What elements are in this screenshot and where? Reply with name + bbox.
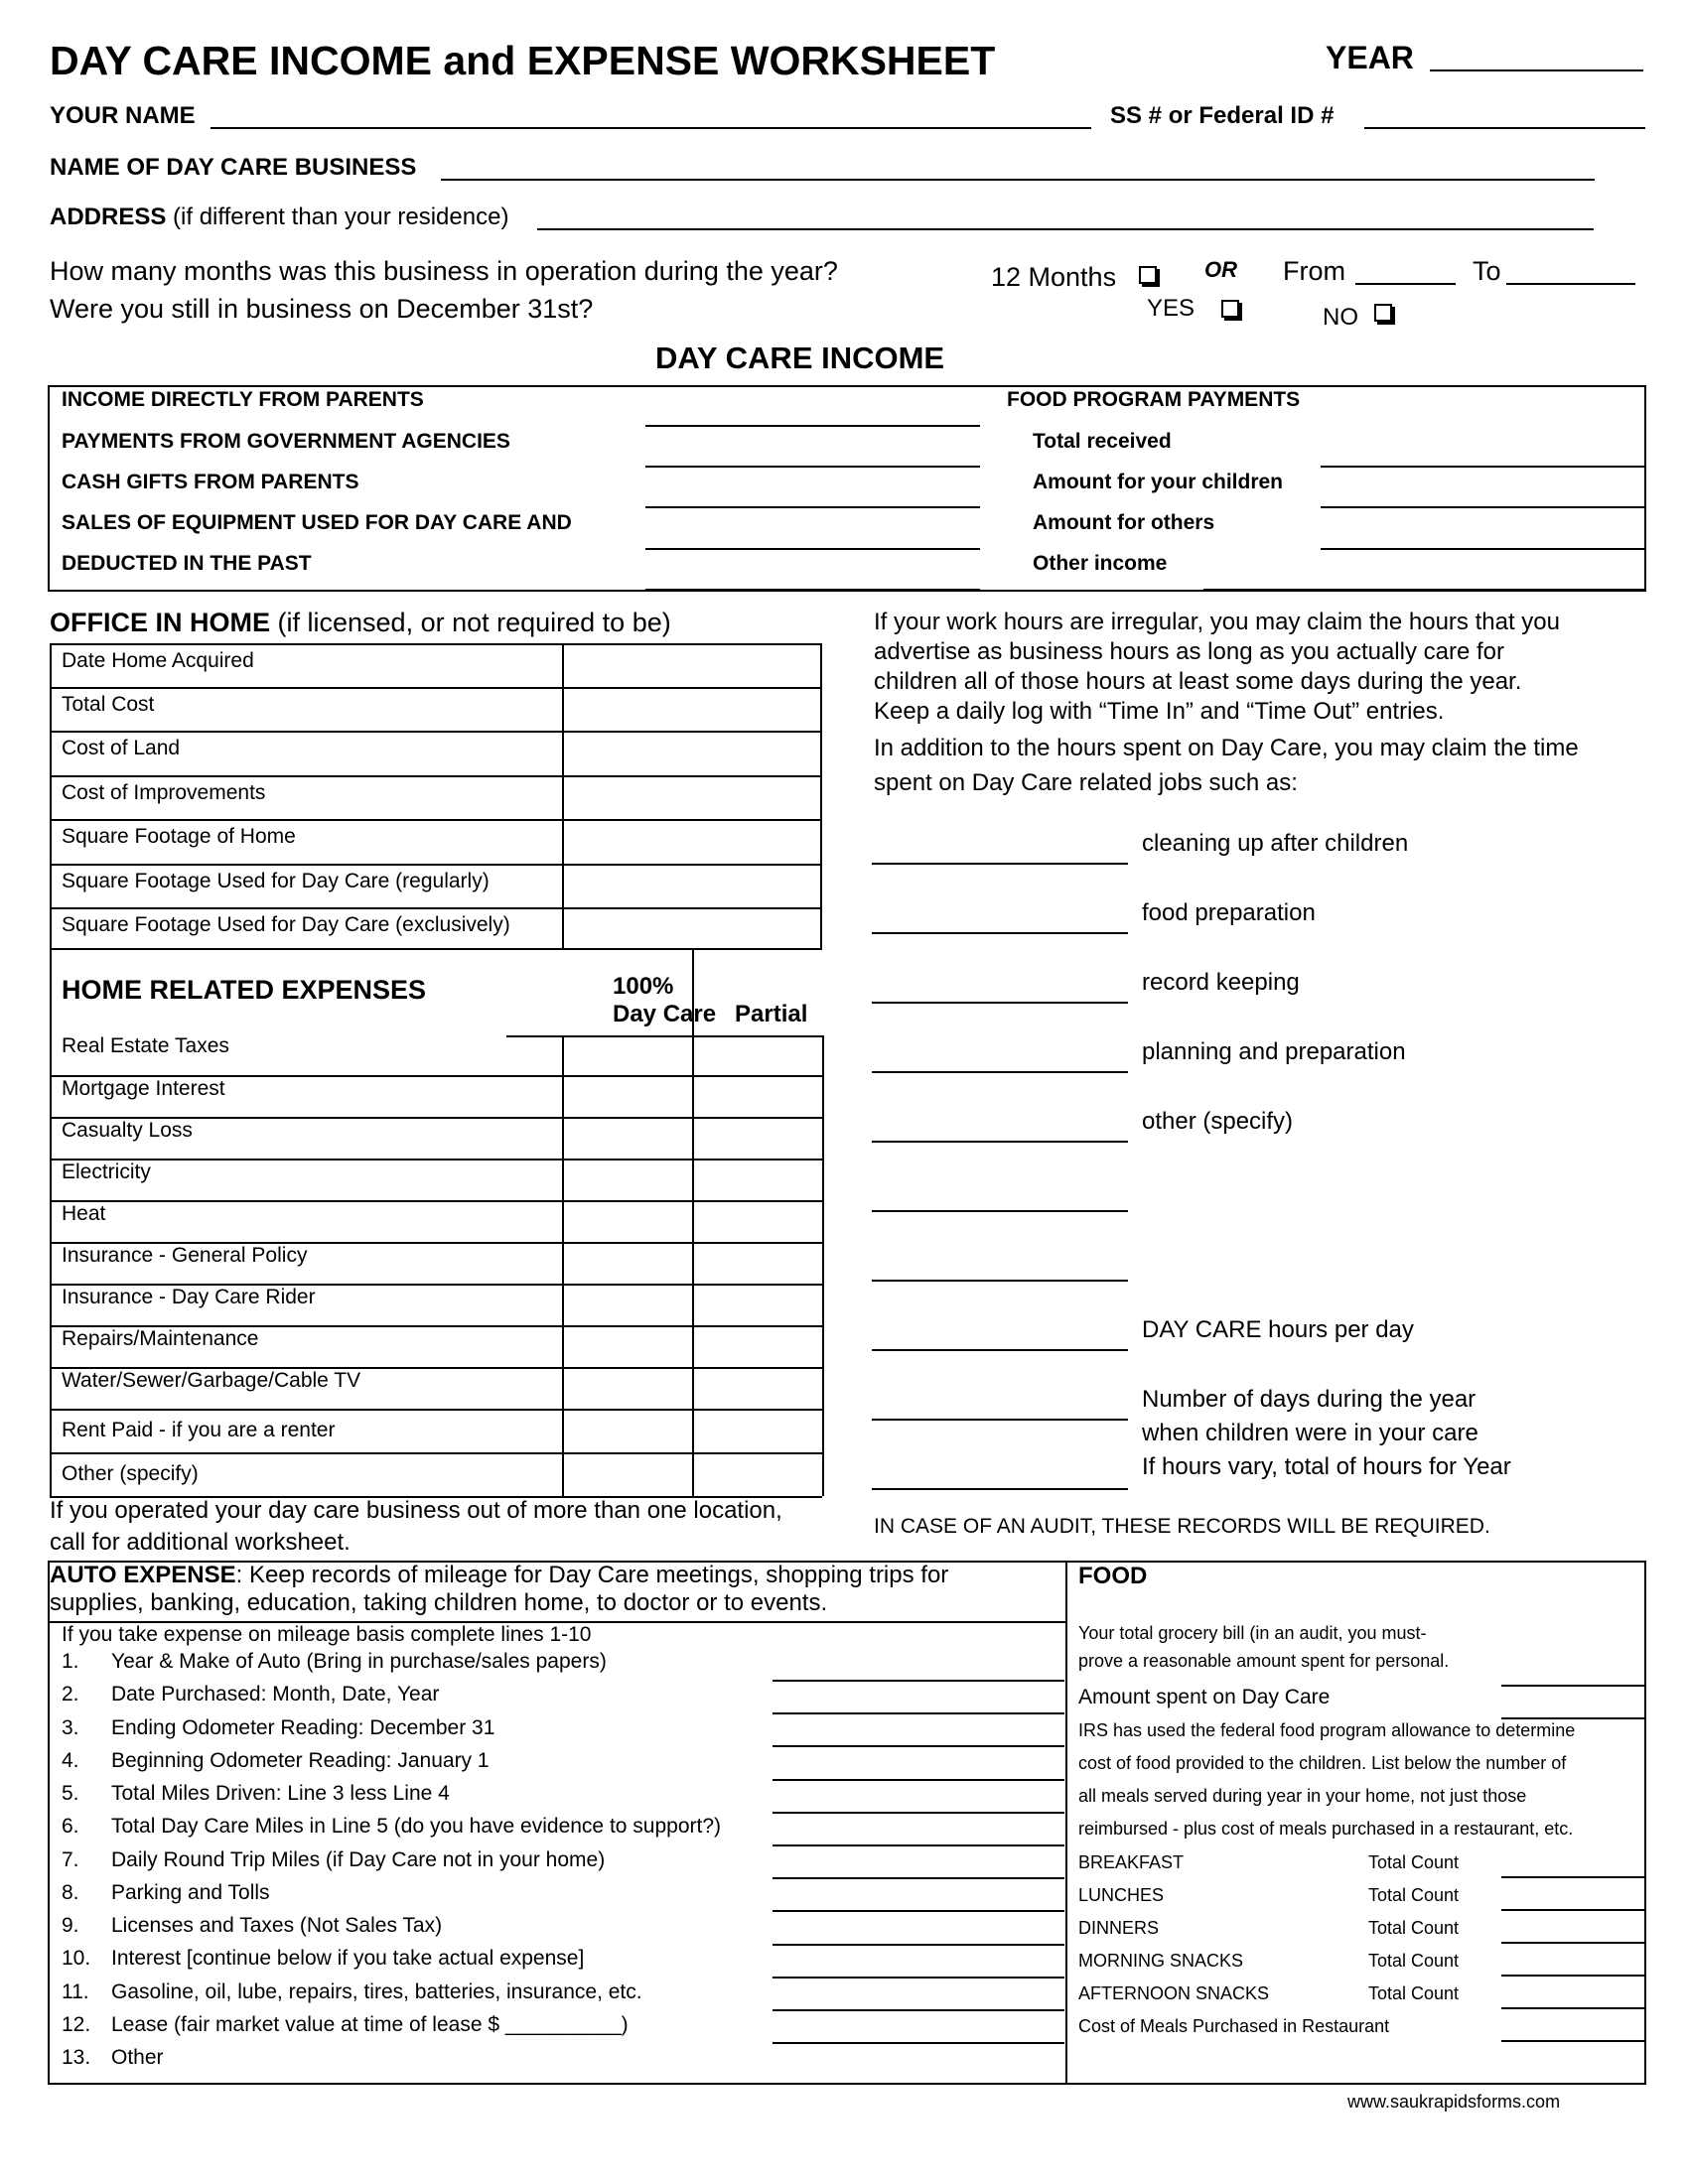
square-footage-regular-field[interactable] [564,866,820,906]
auto-item-text: Licenses and Taxes (Not Sales Tax) [111,1914,443,1937]
square-footage-home-field[interactable] [564,821,820,863]
auto-item-text: Daily Round Trip Miles (if Day Care not in your home) [111,1848,606,1871]
total-count-label: Total Count [1368,1852,1460,1872]
expenses-header-line [506,1035,822,1037]
auto-item-num: 6. [62,1815,79,1838]
name-field[interactable] [211,127,1091,129]
auto-item-num: 13. [62,2046,91,2069]
hours-para-line: In addition to the hours spent on Day Care, you may claim the time [874,735,1579,761]
auto-line-field[interactable] [773,1680,1064,1682]
other-hours-field-2[interactable] [872,1210,1128,1212]
meal-label: DINNERS [1078,1918,1160,1938]
job-label: cleaning up after children [1142,830,1409,857]
expense-row-line [50,1159,822,1160]
ssn-field[interactable] [1364,127,1645,129]
breakfast-count-field[interactable] [1501,1876,1644,1878]
office-row-label: Square Footage Used for Day Care (regularly) [62,870,490,892]
auto-item-num: 12. [62,2013,91,2036]
income-row-label: CASH GIFTS FROM PARENTS [62,471,359,493]
expense-row-label: Rent Paid - if you are a renter [62,1419,336,1441]
other-hours-field-3[interactable] [872,1280,1128,1282]
food-program-row-label: Total received [1033,430,1172,453]
income-equipment-field[interactable] [645,548,980,550]
food-irs-line: reimbursed - plus cost of meals purchased in a restaurant, etc. [1078,1819,1574,1839]
restaurant-label: Cost of Meals Purchased in Restaurant [1078,2016,1390,2036]
expense-row-label: Insurance - Day Care Rider [62,1286,316,1308]
cleaning-hours-field[interactable] [872,863,1128,865]
days-label-line: Number of days during the year [1142,1386,1477,1413]
other-income-field[interactable] [1203,589,1644,591]
auto-line-field[interactable] [773,1877,1064,1879]
auto-item-text: Total Day Care Miles in Line 5 (do you have evidence to support?) [111,1815,722,1838]
auto-item-num: 9. [62,1914,79,1937]
office-heading: OFFICE IN HOME [50,608,270,637]
job-label: food preparation [1142,899,1316,926]
or-label: OR [1204,257,1237,282]
amount-daycare-field[interactable] [1501,1717,1644,1719]
from-field[interactable] [1355,283,1456,285]
days-label-line: when children were in your care [1142,1420,1478,1446]
food-heading: FOOD [1078,1563,1148,1589]
total-received-field[interactable] [1321,466,1644,468]
expense-row-label: Insurance - General Policy [62,1244,308,1267]
total-hours-year-field[interactable] [872,1488,1128,1490]
meal-label: LUNCHES [1078,1885,1165,1905]
income-row-label: DEDUCTED IN THE PAST [62,552,312,575]
expense-row-label: Other (specify) [62,1462,199,1485]
income-government-field[interactable] [645,466,980,468]
hours-para-line: spent on Day Care related jobs such as: [874,769,1298,796]
auto-item-text: Year & Make of Auto (Bring in purchase/sales papers) [111,1650,607,1673]
office-heading-wrap [50,608,671,638]
auto-item-text: Date Purchased: Month, Date, Year [111,1683,440,1706]
auto-item-text: Gasoline, oil, lube, repairs, tires, batteries, insurance, etc. [111,1980,642,2003]
days-label-line: If hours vary, total of hours for Year [1142,1453,1511,1480]
hours-per-day-label: DAY CARE hours per day [1142,1316,1414,1343]
office-row-label: Total Cost [62,693,155,716]
ssn-label: SS # or Federal ID # [1110,102,1335,129]
expenses-left-border [50,950,52,1496]
restaurant-cost-field[interactable] [1501,2040,1644,2042]
total-count-label: Total Count [1368,1983,1460,2003]
record-keeping-hours-field[interactable] [872,1002,1128,1004]
no-label: NO [1323,304,1358,331]
office-row-label: Date Home Acquired [62,649,254,672]
cost-of-land-field[interactable] [564,733,820,774]
square-footage-exclusive-field[interactable] [564,909,820,949]
food-program-row-label: Other income [1033,552,1168,575]
page-title: DAY CARE INCOME and EXPENSE WORKSHEET [50,38,996,83]
afternoon-snacks-count-field[interactable] [1501,2007,1644,2009]
auto-item-num: 1. [62,1650,79,1673]
year-field[interactable] [1430,69,1643,71]
auto-item-num: 2. [62,1683,79,1706]
audit-note: IN CASE OF AN AUDIT, THESE RECORDS WILL BE REQUIRED. [874,1515,1490,1538]
total-cost-field[interactable] [564,689,820,730]
meal-label: AFTERNOON SNACKS [1078,1983,1270,2003]
auto-item-text: Parking and Tolls [111,1881,270,1904]
office-row-label: Square Footage Used for Day Care (exclusively) [62,913,510,936]
yes-checkbox[interactable] [1221,300,1239,318]
income-deducted-field[interactable] [645,589,980,591]
auto-item-text: Interest [continue below if you take actual expense] [111,1947,585,1970]
expenses-col-divider [562,1035,564,1496]
to-field[interactable] [1506,283,1635,285]
job-label: other (specify) [1142,1108,1294,1135]
expense-row-line [50,1200,822,1202]
days-in-care-field[interactable] [872,1419,1128,1421]
auto-item-num: 8. [62,1881,79,1904]
business-name-field[interactable] [441,179,1595,181]
morning-snacks-count-field[interactable] [1501,1975,1644,1977]
auto-item-num: 10. [62,1947,91,1970]
job-label: record keeping [1142,969,1300,996]
auto-item-num: 11. [62,1980,89,2003]
yes-label: YES [1147,295,1196,322]
food-prep-hours-field[interactable] [872,932,1128,934]
website-footer: www.saukrapidsforms.com [1347,2092,1561,2112]
cost-of-improvements-field[interactable] [564,777,820,818]
office-row-label: Cost of Improvements [62,781,266,804]
auto-heading-line2: supplies, banking, education, taking children home, to doctor or to events. [50,1589,828,1616]
from-label: From [1283,256,1345,286]
expenses-right-border [822,1035,824,1496]
col-partial-label: Partial [735,1001,808,1027]
total-count-label: Total Count [1368,1951,1460,1971]
auto-food-divider [1065,1561,1067,2085]
office-heading-note: (if licensed, or not required to be) [277,608,671,637]
food-irs-line: cost of food provided to the children. List below the number of [1078,1753,1567,1773]
hours-para-line: advertise as business hours as long as you actually care for [874,638,1505,665]
income-row-label: INCOME DIRECTLY FROM PARENTS [62,388,424,411]
auto-line-field[interactable] [773,2009,1064,2011]
amount-children-field[interactable] [1321,506,1644,508]
income-row-label: PAYMENTS FROM GOVERNMENT AGENCIES [62,430,510,453]
food-program-row-label: Amount for others [1033,511,1215,534]
hours-para-line: Keep a daily log with “Time In” and “Time Out” entries. [874,698,1445,725]
office-row-label: Square Footage of Home [62,825,296,848]
food-irs-line: all meals served during year in your home, not just those [1078,1786,1527,1806]
food-grocery-line: Your total grocery bill (in an audit, you must- [1078,1623,1427,1643]
expense-row-label: Casualty Loss [62,1119,193,1142]
auto-heading-rest: : Keep records of mileage for Day Care meetings, shopping trips for [235,1562,949,1588]
total-count-label: Total Count [1368,1885,1460,1905]
expense-row-label: Electricity [62,1160,151,1183]
expense-row-label: Water/Sewer/Garbage/Cable TV [62,1369,361,1392]
auto-item-text: Ending Odometer Reading: December 31 [111,1716,495,1739]
auto-line-field[interactable] [773,1977,1064,1979]
expense-row-label: Repairs/Maintenance [62,1327,259,1350]
amount-daycare-label: Amount spent on Day Care [1078,1686,1331,1708]
auto-item-num: 5. [62,1782,79,1805]
auto-item-num: 7. [62,1848,79,1871]
meal-label: BREAKFAST [1078,1852,1185,1872]
auto-intro: If you take expense on mileage basis complete lines 1-10 [62,1623,592,1646]
income-parents-field[interactable] [645,425,980,427]
office-footnote-2: call for additional worksheet. [50,1529,351,1556]
income-heading: DAY CARE INCOME [655,341,945,375]
expense-row-label: Mortgage Interest [62,1077,225,1100]
food-program-heading: FOOD PROGRAM PAYMENTS [1007,388,1301,411]
auto-line-field[interactable] [773,1745,1064,1747]
auto-item-text: Lease (fair market value at time of lease $ __________) [111,2013,629,2036]
auto-line-field[interactable] [773,1712,1064,1714]
auto-heading-wrap [50,1562,948,1589]
auto-item-text: Beginning Odometer Reading: January 1 [111,1749,490,1772]
auto-line-field[interactable] [773,1910,1064,1912]
lunches-count-field[interactable] [1501,1909,1644,1911]
expense-row-label: Heat [62,1202,106,1225]
months-question: How many months was this business in operation during the year? [50,256,838,286]
expense-row-line [50,1409,822,1411]
hours-per-day-field[interactable] [872,1349,1128,1351]
business-name-label: NAME OF DAY CARE BUSINESS [50,154,417,181]
address-label: ADDRESS [50,204,167,230]
auto-item-num: 3. [62,1716,79,1739]
office-row-label: Cost of Land [62,737,181,759]
auto-item-text: Total Miles Driven: Line 3 less Line 4 [111,1782,450,1805]
auto-line-field[interactable] [773,2042,1064,2044]
hours-para-line: children all of those hours at least some days during the year. [874,668,1522,695]
food-grocery-line: prove a reasonable amount spent for personal. [1078,1651,1450,1671]
job-label: planning and preparation [1142,1038,1406,1065]
planning-hours-field[interactable] [872,1071,1128,1073]
income-row-label: SALES OF EQUIPMENT USED FOR DAY CARE AND [62,511,572,534]
total-count-label: Total Count [1368,1918,1460,1938]
address-label-wrap [50,204,508,231]
auto-line-field[interactable] [773,1812,1064,1814]
auto-line-field[interactable] [773,1779,1064,1781]
expense-row-label: Real Estate Taxes [62,1034,229,1057]
address-field[interactable] [537,228,1594,230]
no-checkbox[interactable] [1374,304,1392,322]
amount-others-field[interactable] [1321,548,1644,550]
expense-row-line [50,1452,822,1454]
name-label: YOUR NAME [50,102,196,129]
grocery-bill-field[interactable] [1501,1685,1644,1687]
col-daycare-label: Day Care [613,1001,717,1027]
to-label: To [1473,256,1501,286]
income-gifts-field[interactable] [645,506,980,508]
year-label: YEAR [1326,40,1414,75]
dec31-question: Were you still in business on December 31st? [50,294,594,324]
dinners-count-field[interactable] [1501,1942,1644,1944]
auto-item-num: 4. [62,1749,79,1772]
auto-heading: AUTO EXPENSE [50,1562,236,1588]
expenses-col-divider [692,1035,694,1496]
food-program-row-label: Amount for your children [1033,471,1283,493]
food-irs-line: IRS has used the federal food program allowance to determine [1078,1720,1576,1740]
date-acquired-field[interactable] [564,645,820,686]
auto-item-text: Other [111,2046,164,2069]
hours-para-line: If your work hours are irregular, you may claim the hours that you [874,609,1560,635]
meal-label: MORNING SNACKS [1078,1951,1244,1971]
col-100-label: 100% [613,973,674,1000]
twelve-months-label: 12 Months [991,262,1117,292]
twelve-months-checkbox[interactable] [1139,266,1157,284]
auto-line-field[interactable] [773,1944,1064,1946]
address-note: (if different than your residence) [173,204,509,230]
home-expenses-heading: HOME RELATED EXPENSES [62,975,427,1005]
other-hours-field[interactable] [872,1141,1128,1143]
auto-line-field[interactable] [773,1844,1064,1846]
office-footnote-1: If you operated your day care business out of more than one location, [50,1497,782,1524]
